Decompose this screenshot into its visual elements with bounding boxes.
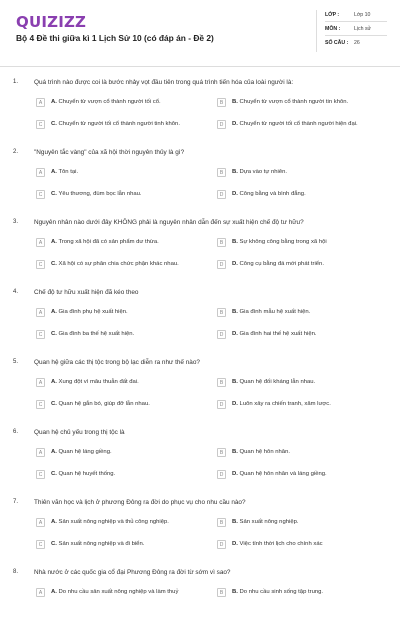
option-letter-box: D (217, 260, 226, 269)
option-c[interactable] (36, 187, 206, 202)
option-c[interactable] (36, 397, 206, 412)
question-7 (0, 487, 400, 557)
option-letter-box: D (217, 540, 226, 549)
question-number: 3. (13, 219, 19, 225)
option-prefix: A. (51, 379, 57, 385)
option-c[interactable] (36, 327, 206, 342)
option-a[interactable] (36, 585, 206, 600)
option-text: Sản xuất nông nghiệp và thủ công nghiệp. (58, 519, 169, 525)
question-number: 4. (13, 289, 19, 295)
question-text: Chế độ tư hữu xuất hiện đã kéo theo (34, 289, 139, 296)
option-c[interactable] (36, 117, 206, 132)
question-text: Thiên văn học và lịch ở phương Đông ra đời do phục vụ cho nhu cầu nào? (34, 499, 246, 506)
option-prefix: B. (232, 379, 238, 385)
question-text: Quan hệ chủ yếu trong thị tộc là (34, 429, 125, 436)
question-text: Quá trình nào được coi là bước nhảy vọt đầu tiên trong quá trình tiến hóa của loài người là: (34, 79, 294, 86)
meta-value: Lớp 10 (354, 11, 371, 18)
option-prefix: B. (232, 309, 238, 315)
option-text: Việc tính thời lịch cho chính xác (239, 541, 323, 547)
option-letter-box: A (36, 378, 45, 387)
option-prefix: A. (51, 239, 57, 245)
option-text: Xung đột vì mâu thuẫn đất đai. (58, 379, 139, 385)
option-b[interactable] (217, 235, 387, 250)
question-number: 1. (13, 79, 19, 85)
question-number: 2. (13, 149, 19, 155)
question-text: Nhà nước ở các quốc gia cổ đại Phương Đông ra đời từ sớm vì sao? (34, 569, 231, 576)
option-a[interactable] (36, 95, 206, 110)
option-d[interactable] (217, 117, 387, 132)
option-text: Do nhu cầu sinh sống tập trung. (239, 589, 324, 595)
option-text: Quan hệ hôn nhân và láng giềng. (239, 471, 327, 477)
worksheet-title: Bộ 4 Đề thi giữa kì 1 Lịch Sử 10 (có đáp án - Đề 2) (16, 33, 214, 43)
meta-row-subject (325, 22, 387, 36)
meta-value: Lịch sử (354, 25, 372, 32)
option-prefix: B. (232, 449, 238, 455)
option-b[interactable] (217, 95, 387, 110)
question-4 (0, 277, 400, 347)
option-letter-box: B (217, 588, 226, 597)
meta-key: SỐ CÂU : (325, 40, 349, 46)
option-text: Luôn xảy ra chiến tranh, xâm lược. (239, 401, 331, 407)
meta-key: LỚP : (325, 11, 340, 18)
option-prefix: A. (51, 449, 57, 455)
option-letter-box: A (36, 238, 45, 247)
option-letter-box: C (36, 470, 45, 479)
option-text: Công cụ bằng đá mới phát triển. (239, 261, 324, 267)
option-text: Quan hệ gắn bó, giúp đỡ lẫn nhau. (58, 401, 150, 407)
option-text: Quan hệ huyết thống. (58, 471, 116, 477)
header-divider (316, 10, 317, 52)
option-b[interactable] (217, 305, 387, 320)
option-letter-box: D (217, 470, 226, 479)
option-prefix: D. (232, 261, 238, 267)
option-letter-box: D (217, 190, 226, 199)
meta-row-class (325, 8, 387, 22)
option-b[interactable] (217, 585, 387, 600)
option-prefix: C. (51, 121, 57, 127)
option-text: Yêu thương, đùm bọc lẫn nhau. (58, 191, 142, 197)
option-prefix: D. (232, 121, 238, 127)
question-6 (0, 417, 400, 487)
option-d[interactable] (217, 257, 387, 272)
option-prefix: B. (232, 99, 238, 105)
option-text: Công bằng và bình đẳng. (239, 191, 306, 197)
option-text: Gia đình ba thế hệ xuất hiện. (58, 331, 135, 337)
option-letter-box: A (36, 168, 45, 177)
option-c[interactable] (36, 257, 206, 272)
option-a[interactable] (36, 375, 206, 390)
option-d[interactable] (217, 467, 387, 482)
option-letter-box: C (36, 540, 45, 549)
option-letter-box: C (36, 120, 45, 129)
option-text: Quan hệ láng giềng. (58, 449, 112, 455)
option-prefix: A. (51, 519, 57, 525)
option-prefix: B. (232, 239, 238, 245)
option-text: Xã hội có sự phân chia chức phận khác nhau. (58, 261, 179, 267)
quizizz-logo[interactable]: QUIZIZZ (16, 13, 87, 31)
option-text: Tôn tại. (58, 169, 79, 175)
option-letter-box: D (217, 330, 226, 339)
option-prefix: D. (232, 541, 238, 547)
option-text: Sản xuất nông nghiệp và đi biển. (58, 541, 145, 547)
option-prefix: D. (232, 191, 238, 197)
question-number: 8. (13, 569, 19, 575)
option-letter-box: C (36, 400, 45, 409)
option-prefix: D. (232, 331, 238, 337)
option-prefix: C. (51, 471, 57, 477)
option-letter-box: B (217, 518, 226, 527)
question-2 (0, 137, 400, 207)
option-text: Gia đình mẫu hệ xuất hiện. (239, 309, 311, 315)
question-8 (0, 557, 400, 627)
option-b[interactable] (217, 165, 387, 180)
option-prefix: C. (51, 331, 57, 337)
option-letter-box: A (36, 518, 45, 527)
option-letter-box: B (217, 378, 226, 387)
option-letter-box: A (36, 98, 45, 107)
option-text: Quan hệ hôn nhân. (239, 449, 290, 455)
option-text: Trong xã hội đã có sản phẩm dư thừa. (58, 239, 159, 245)
option-prefix: B. (232, 169, 238, 175)
option-prefix: A. (51, 169, 57, 175)
option-text: Dựa vào tự nhiên. (239, 169, 288, 175)
option-a[interactable] (36, 515, 206, 530)
option-b[interactable] (217, 445, 387, 460)
option-prefix: C. (51, 541, 57, 547)
option-text: Do nhu cầu sản xuất nông nghiệp và làm thuỷ (58, 589, 179, 595)
option-letter-box: B (217, 308, 226, 317)
option-b[interactable] (217, 375, 387, 390)
option-c[interactable] (36, 537, 206, 552)
option-prefix: C. (51, 261, 57, 267)
option-prefix: C. (51, 191, 57, 197)
question-text: Quan hệ giữa các thị tộc trong bộ lạc diễn ra như thế nào? (34, 359, 200, 366)
option-letter-box: A (36, 308, 45, 317)
option-prefix: B. (232, 589, 238, 595)
option-c[interactable] (36, 467, 206, 482)
question-3 (0, 207, 400, 277)
worksheet-meta (325, 8, 387, 50)
meta-value: 26 (354, 40, 360, 46)
option-letter-box: A (36, 588, 45, 597)
option-letter-box: B (217, 168, 226, 177)
option-letter-box: B (217, 238, 226, 247)
option-prefix: D. (232, 401, 238, 407)
option-letter-box: D (217, 120, 226, 129)
option-text: Quan hệ đối kháng lẫn nhau. (239, 379, 316, 385)
question-text: "Nguyên tắc vàng" của xã hội thời nguyên thủy là gì? (34, 149, 185, 156)
option-a[interactable] (36, 235, 206, 250)
question-number: 6. (13, 429, 19, 435)
option-d[interactable] (217, 187, 387, 202)
option-text: Sản xuất nông nghiệp. (239, 519, 299, 525)
question-1 (0, 67, 400, 137)
option-a[interactable] (36, 305, 206, 320)
option-letter-box: C (36, 260, 45, 269)
question-text: Nguyên nhân nào dưới đây KHÔNG phải là nguyên nhân dẫn đến sự xuất hiện chế độ tư hữu? (34, 219, 304, 226)
option-letter-box: B (217, 448, 226, 457)
option-letter-box: C (36, 330, 45, 339)
question-number: 5. (13, 359, 19, 365)
option-d[interactable] (217, 397, 387, 412)
option-letter-box: B (217, 98, 226, 107)
option-prefix: B. (232, 519, 238, 525)
option-text: Gia đình hai thế hệ xuất hiện. (239, 331, 317, 337)
option-a[interactable] (36, 445, 206, 460)
option-letter-box: D (217, 400, 226, 409)
option-text: Sự không công bằng trong xã hội (239, 239, 327, 245)
option-d[interactable] (217, 327, 387, 342)
worksheet-header (0, 0, 400, 67)
meta-row-count (325, 36, 387, 50)
option-letter-box: A (36, 448, 45, 457)
meta-key: MÔN : (325, 25, 341, 32)
option-a[interactable] (36, 165, 206, 180)
option-prefix: A. (51, 309, 57, 315)
option-text: Chuyển từ người tối cổ thành người tinh khôn. (58, 121, 180, 127)
option-prefix: D. (232, 471, 238, 477)
option-text: Chuyển từ người tối cổ thành người hiện đại. (239, 121, 358, 127)
option-prefix: C. (51, 401, 57, 407)
option-d[interactable] (217, 537, 387, 552)
question-5 (0, 347, 400, 417)
option-text: Gia đình phụ hệ xuất hiện. (58, 309, 128, 315)
option-prefix: A. (51, 589, 57, 595)
option-prefix: A. (51, 99, 57, 105)
option-text: Chuyển từ vượn cổ thành người tin khôn. (239, 99, 349, 105)
question-list (0, 67, 400, 627)
option-b[interactable] (217, 515, 387, 530)
option-text: Chuyển từ vượn cổ thành người tối cổ. (58, 99, 161, 105)
option-letter-box: C (36, 190, 45, 199)
question-number: 7. (13, 499, 19, 505)
